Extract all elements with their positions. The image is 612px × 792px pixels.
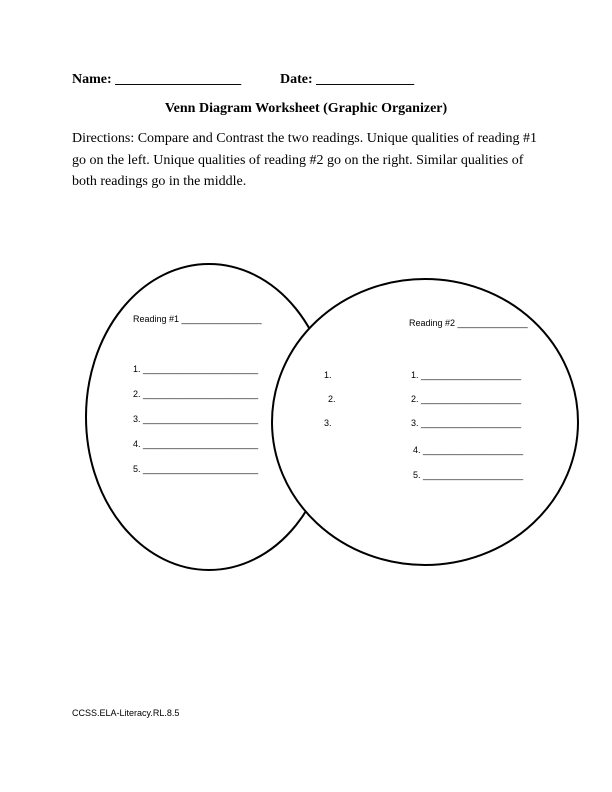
worksheet-title: Venn Diagram Worksheet (Graphic Organizer)	[164, 101, 448, 116]
left-item-3: 3. _______________________	[133, 414, 259, 424]
right-item-2: 2. ____________________	[411, 394, 522, 404]
left-item-4: 4. _______________________	[133, 439, 259, 449]
middle-item-2: 2.	[328, 394, 336, 404]
middle-item-1: 1.	[324, 370, 332, 380]
directions-text: Directions: Compare and Contrast the two readings. Unique qualities of reading #1 go on the left. Unique qualities of reading #2 go on the right. Similar qualities of both readings go in the middle.	[72, 131, 538, 189]
reading-2-label: Reading #2 ______________	[409, 318, 528, 328]
left-item-5: 5. _______________________	[133, 464, 259, 474]
name-field-label: Name: __________________	[72, 72, 242, 87]
reading-1-label: Reading #1 ________________	[133, 314, 262, 324]
left-item-2: 2. _______________________	[133, 389, 259, 399]
right-item-1: 1. ____________________	[411, 370, 522, 380]
right-item-5: 5. ____________________	[413, 470, 524, 480]
middle-item-3: 3.	[324, 418, 332, 428]
date-field-label: Date: ______________	[280, 72, 415, 87]
right-item-4: 4. ____________________	[413, 445, 524, 455]
left-item-1: 1. _______________________	[133, 364, 259, 374]
right-item-3: 3. ____________________	[411, 418, 522, 428]
standards-footer: CCSS.ELA-Literacy.RL.8.5	[72, 708, 180, 718]
